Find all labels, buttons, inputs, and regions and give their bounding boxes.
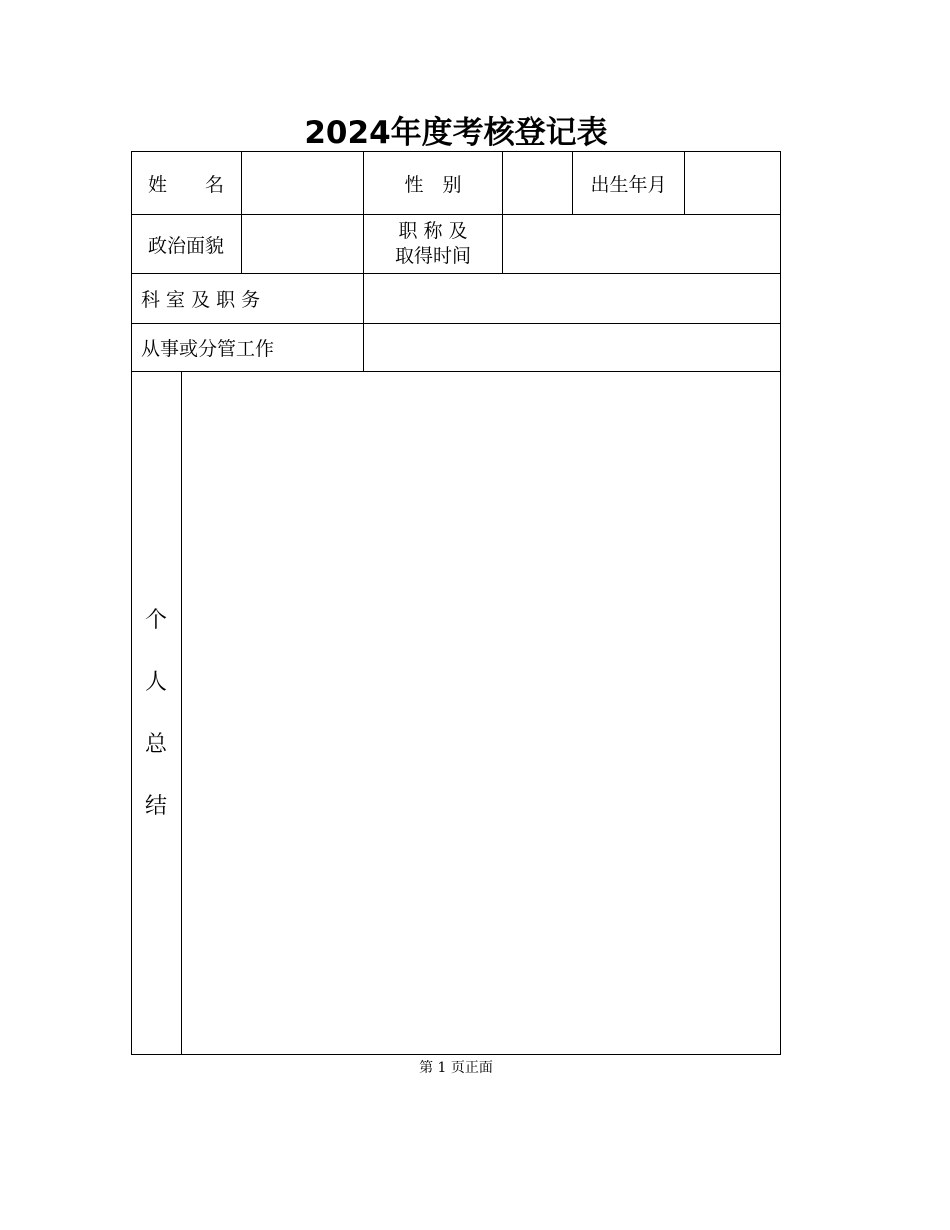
gender-label: 性 别 bbox=[404, 173, 462, 196]
summary-char: 人 bbox=[144, 669, 167, 695]
name-field[interactable] bbox=[242, 152, 363, 214]
name-label: 姓 名 bbox=[147, 173, 224, 196]
grid-line bbox=[780, 151, 781, 1055]
dept-field[interactable] bbox=[364, 274, 780, 323]
summary-char: 个 bbox=[144, 607, 167, 633]
politics-field[interactable] bbox=[242, 215, 363, 273]
politics-label: 政治面貌 bbox=[147, 234, 224, 257]
work-label: 从事或分管工作 bbox=[141, 338, 275, 360]
summary-char: 总 bbox=[144, 731, 167, 757]
summary-label bbox=[131, 372, 181, 1055]
gender-field[interactable] bbox=[503, 152, 572, 214]
form-title: 2024年度考核登记表 bbox=[304, 115, 608, 151]
title-label-line1: 职 称 及 bbox=[398, 220, 468, 242]
summary-field[interactable] bbox=[182, 372, 780, 1054]
grid-line bbox=[131, 1054, 781, 1055]
birth-label: 出生年月 bbox=[590, 173, 667, 196]
summary-char: 结 bbox=[144, 793, 167, 819]
birth-field[interactable] bbox=[685, 152, 780, 214]
title-field[interactable] bbox=[503, 215, 780, 273]
work-field[interactable] bbox=[364, 324, 780, 371]
dept-label: 科 室 及 职 务 bbox=[141, 289, 261, 311]
page-footer: 第 1 页正面 bbox=[419, 1060, 493, 1076]
title-label bbox=[364, 215, 502, 273]
title-label-line2: 取得时间 bbox=[394, 245, 471, 267]
